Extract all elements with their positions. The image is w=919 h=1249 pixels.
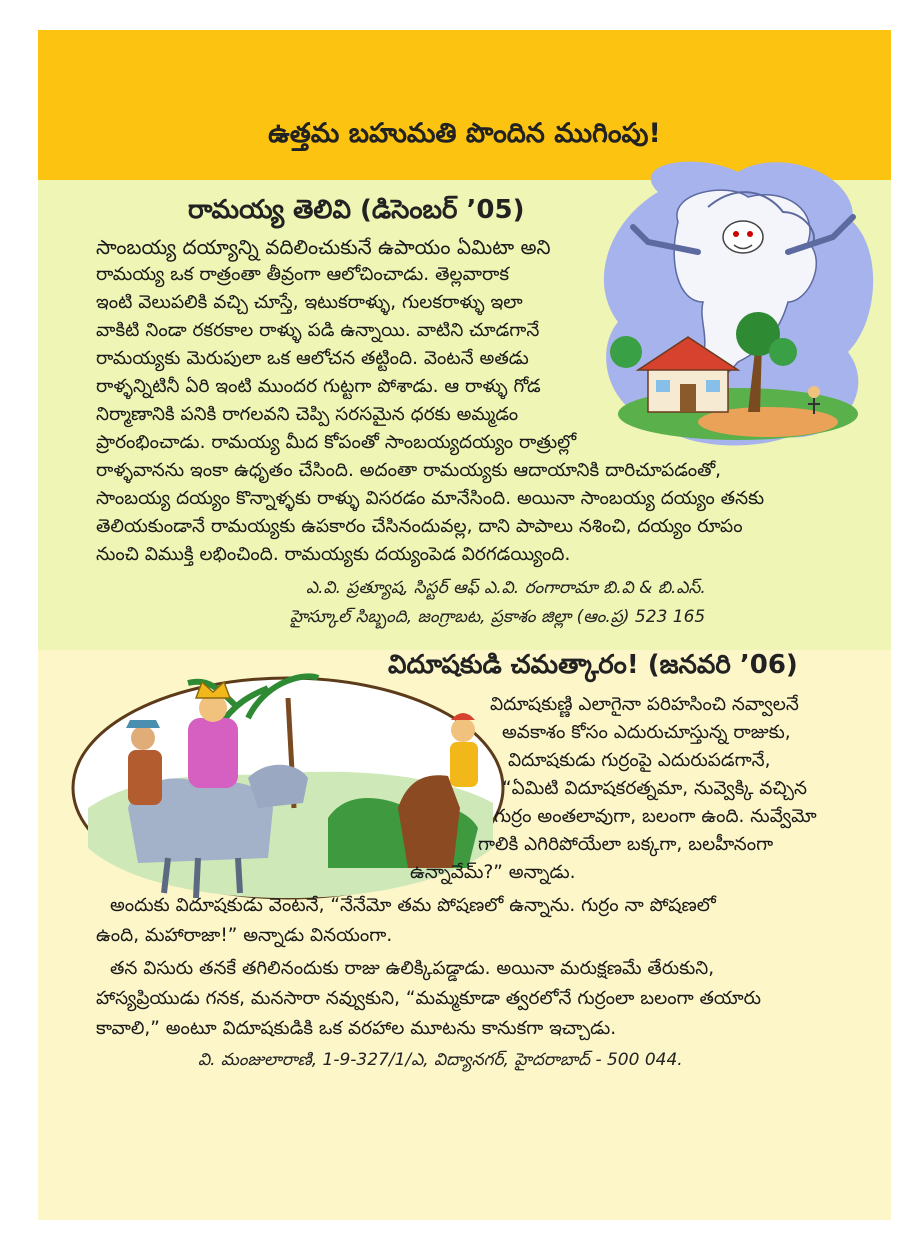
story2-line: ఉన్నావేమ్?” అన్నాడు. [410,862,576,883]
story2-credit: వి. మంజులారాణి, 1-9-327/1/ఎ, విద్యానగర్, హైదరాబాద్ - 500 044. [198,1050,683,1070]
story1-line: నుంచి విముక్తి లభించింది. రామయ్యకు దయ్యంపెడ విరగడయ్యింది. [96,544,571,565]
story2-line: అవకాశం కోసం ఎదురుచూస్తున్న రాజుకు, [502,722,791,743]
story1-line: రామయ్య ఒక రాత్రంతా తీవ్రంగా ఆలోచించాడు. తెల్లవారాక [96,264,510,285]
story2-line: గుర్రం అంతలావుగా, బలంగా ఉంది. నువ్వేమో [494,806,817,827]
page-title: ఉత్తమ బహుమతి పొందిన ముగింపు! [268,118,661,149]
story1-line: సాంబయ్య దయ్యాన్ని వదిలించుకునే ఉపాయం ఏమిటా అని [96,235,551,259]
story2-line: “ఏమిటి విదూషకరత్నమా, నువ్వెక్కి వచ్చిన [502,778,807,799]
story1-line: రామయ్యకు మెరుపులా ఒక ఆలోచన తట్టింది. వెంటనే అతడు [96,348,529,369]
story2-line: అందుకు విదూషకుడు వెంటనే, “నేనేమో తమ పోషణలో ఉన్నాను. గుర్రం నా పోషణలో [110,895,716,916]
story2-line: విదూషకుడు గుర్రంపై ఎదురుపడగానే, [508,750,771,771]
story1-line: రాళ్ళవానను ఇంకా ఉధృతం చేసింది. అదంతా రామయ్యకు ఆదాయానికి దారిచూపడంతో, [96,460,722,481]
story2-line: తన విసురు తనకే తగిలినందుకు రాజు ఉలిక్కిపడ్డాడు. అయినా మరుక్షణమే తేరుకుని, [110,958,715,979]
story2-line: గాలికి ఎగిరిపోయేలా బక్కగా, బలహీనంగా [478,834,774,855]
story1-line: ప్రారంభించాడు. రామయ్య మీద కోపంతో సాంబయ్యదయ్యం రాత్రుల్లో [96,432,577,453]
story1-credit-line2: హైస్కూల్ సిబ్బంది, జంగ్రాబట, ప్రకాశం జిల్లా (ఆం.ప్ర) 523 165 [290,607,706,627]
story1-line: వాకిటి నిండా రకరకాల రాళ్ళు పడి ఉన్నాయి. వాటిని చూడగానే [96,320,540,341]
story2-title: విదూషకుడి చమత్కారం! (జనవరి ’06) [388,650,798,680]
story1-line: రాళ్ళన్నిటినీ ఏరి ఇంటి ముందర గుట్టగా పోశాడు. ఆ రాళ్ళు గోడ [96,376,541,397]
story2-line: హాస్యప్రియుడు గనక, మనసారా నవ్వుకుని, “మమ్మకూడా త్వరలోనే గుర్రంలా బలంగా తయారు [96,988,761,1009]
story1-title: రామయ్య తెలివి (డిసెంబర్ ’05) [188,195,525,225]
ghost-house-illustration [588,152,888,452]
story1-line: సాంబయ్య దయ్యం కొన్నాళ్ళకు రాళ్ళు విసరడం మానేసింది. అయినా సాంబయ్య దయ్యం తనకు [96,488,765,509]
story2-line: విదూషకుణ్ణి ఎలాగైనా పరిహసించి నవ్వాలనే [490,694,799,715]
story1-line: ఇంటి వెలుపలికి వచ్చి చూస్తే, ఇటుకరాళ్ళు, గులకరాళ్ళు ఇలా [96,292,523,313]
story1-line: తెలియకుండానే రామయ్యకు ఉపకారం చేసినందువల్ల, దాని పాపాలు నశించి, దయ్యం రూపం [96,516,743,537]
story2-line: కావాలి,” అంటూ విదూషకుడికి ఒక వరహాల మూటను కానుకగా ఇచ్చాడు. [96,1018,617,1039]
page [38,30,891,1220]
story1-credit-line1: ఎ.వి. ప్రత్యూష, సిస్టర్ ఆఫ్ ఎ.వి. రంగారామా బి.వి & బి.ఎస్. [306,578,706,598]
story2-line: ఉంది, మహారాజా!” అన్నాడు వినయంగా. [96,925,393,946]
story1-line: నిర్మాణానికి పనికి రాగలవని చెప్పి సరసమైన ధరకు అమ్మడం [96,404,519,425]
